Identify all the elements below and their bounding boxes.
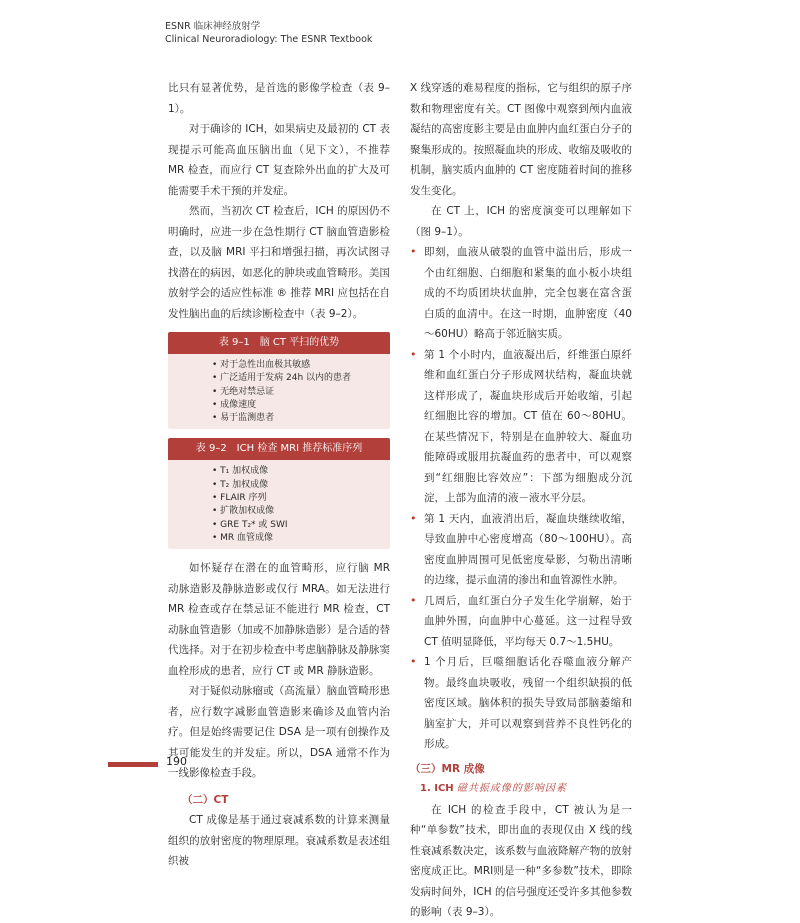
subsection-title: 磁共振成像的影响因素 <box>456 783 567 794</box>
paragraph: 如怀疑存在潜在的血管畸形，应行脑 MR 动脉造影及静脉造影或仅行 MRA。如无法进行 MR 检查或存在禁忌证不能进行 MR 检查，CT 动脉血管造影（加或不加静脉造影）是合适的替代选择。对于在初步检查中考虑脑静脉及静脉窦血栓形成的患者，应行 CT 或 MR 静脉造影。 <box>168 562 390 677</box>
bullet-icon: • <box>410 347 417 361</box>
bullet-text: 即刻，血液从破裂的血管中溢出后，形成一个由红细胞、白细胞和紧集的血小板小块组成的不均质团块状血肿，完全包裹在富含蛋白质的血清中。在这一时期，血肿密度（40～60HU）略高于邻近脑实质。 <box>424 246 632 340</box>
footer-accent-bar <box>108 762 158 767</box>
bullet-icon: • <box>410 511 417 525</box>
table-item: • T₁ 加权成像 <box>212 465 390 478</box>
bullet-item <box>410 591 632 653</box>
subsection-number: 1. ICH <box>420 783 454 794</box>
table-9-1 <box>168 332 390 429</box>
paragraph: 对于确诊的 ICH，如果病史及最初的 CT 表现提示可能高血压脑出血（见下文），不推荐 MR 检查，而应行 CT 复查除外出血的扩大及可能需要手术干预的并发症。 <box>168 123 390 197</box>
table-item: • 广泛适用于发病 24h 以内的患者 <box>212 372 390 385</box>
bullet-icon: • <box>410 593 417 607</box>
bullet-text: 1 个月后，巨噬细胞话化吞噬血液分解产物。最终血块吸收，残留一个组织缺损的低密度区域。脑体积的损失导致局部脑萎缩和脑室扩大，并可以观察到营养不良性钙化的形成。 <box>424 656 632 750</box>
table-item: • 成像速度 <box>212 399 390 412</box>
table-item: • MR 血管成像 <box>212 532 390 545</box>
table-item: • 对于急性出血极其敏感 <box>212 359 390 372</box>
table-item: • GRE T₂* 或 SWI <box>212 519 390 532</box>
bullet-text: 第 1 天内，血液消出后，凝血块继续收缩，导致血肿中心密度增高（80～100HU）。高密度血肿周围可见低密度晕影，匀勒出清晰的边缘，提示血清的渗出和血管源性水肿。 <box>424 512 632 586</box>
bullet-text: 第 1 个小时内，血液凝出后，纤维蛋白原纤维和血红蛋白分子形成网状结构，凝血块就这样形成了，凝血块形成后开始收缩，引起红细胞比容的增加。CT 值在 60～80HU。在某些情况下，特别是在血肿较大、凝血功能障碍或服用抗凝血药的患者中，可以观察到“红细胞比容效应”：下部为细胞成分沉淀，上部为血清的液－液水平分层。 <box>424 348 632 504</box>
table-item: • 易于监测患者 <box>212 412 390 425</box>
bullet-icon: • <box>410 245 417 258</box>
paragraph: X 线穿透的难易程度的指标，它与组织的原子序数和物理密度有关。CT 图像中观察到颅内血液凝结的高密度影主要是由血肿内血红蛋白分子的聚集形成的。按照凝血块的形成、收缩及吸收的机制，脑实质内血肿的 CT 密度随着时间的推移发生变化。 <box>410 82 632 197</box>
bullet-item <box>410 242 632 345</box>
bullet-icon: • <box>410 655 417 668</box>
paragraph: 在 ICH 的检查手段中，CT 被认为是一种“单参数”技术，即出血的表现仅由 X 线的线性衰减系数决定，该系数与血液降解产物的放射密度成正比。MRI则是一种“多参数”技术，即除发病时间外，ICH 的信号强度还受许多其他参数的影响（表 9–3）。 <box>410 803 632 918</box>
paragraph: 然而，当初次 CT 检查后，ICH 的原因仍不明确时，应进一步在急性期行 CT 脑血管造影检查，以及脑 MRI 平扫和增强扫描，再次试图寻找潜在的病因，如恶化的肿块或血管畸形。美国放射学会的适应性标准 ® 推荐 MRI 应包括在自发性脑出血的后续诊断检查中（表 9–2）。 <box>168 205 390 320</box>
table-body <box>168 460 390 549</box>
table-item: • 无绝对禁忌证 <box>212 386 390 399</box>
subsection-heading <box>420 779 632 800</box>
section-heading-ct: （二）CT <box>182 793 229 806</box>
paragraph: 比只有显著优势，是首选的影像学检查（表 9–1）。 <box>168 82 390 115</box>
paragraph: 对于疑似动脉瘤或（高流量）脑血管畸形患者，应行数字减影血管造影来确诊及血管内治疗。但是始终需要记住 DSA 是一项有创操作及其可能发生的并发症。所以，DSA 通常不作为一线影像检查手段。 <box>168 685 390 780</box>
table-item: • 扩散加权成像 <box>212 505 390 518</box>
running-header <box>165 20 372 46</box>
bullet-item <box>410 509 632 591</box>
page-number: 190 <box>166 755 187 768</box>
left-column <box>168 78 390 872</box>
table-item: • T₂ 加权成像 <box>212 479 390 492</box>
header-title-en: Clinical Neuroradiology: The ESNR Textbook <box>165 34 373 45</box>
table-title: 表 9–2 ICH 检查 MRI 推荐标准序列 <box>168 438 390 460</box>
table-body <box>168 354 390 429</box>
header-title-cn: ESNR 临床神经放射学 <box>165 21 261 32</box>
bullet-text: 几周后，血红蛋白分子发生化学崩解，始于血肿外围，向血肿中心蔓延。这一过程导致 CT 值明显降低，平均每天 0.7～1.5HU。 <box>424 594 632 648</box>
paragraph: CT 成像是基于通过衰减系数的计算来测量组织的放射密度的物理原理。衰减系数是表述组织被 <box>168 814 390 868</box>
bullet-item <box>410 652 632 755</box>
table-9-2 <box>168 438 390 549</box>
section-heading-mr: （三）MR 成像 <box>410 762 485 775</box>
right-column <box>410 78 632 923</box>
table-item: • FLAIR 序列 <box>212 492 390 505</box>
paragraph: 在 CT 上，ICH 的密度演变可以理解如下（图 9–1）。 <box>410 205 632 238</box>
bullet-item <box>410 345 632 509</box>
table-title: 表 9–1 脑 CT 平扫的优势 <box>168 332 390 354</box>
